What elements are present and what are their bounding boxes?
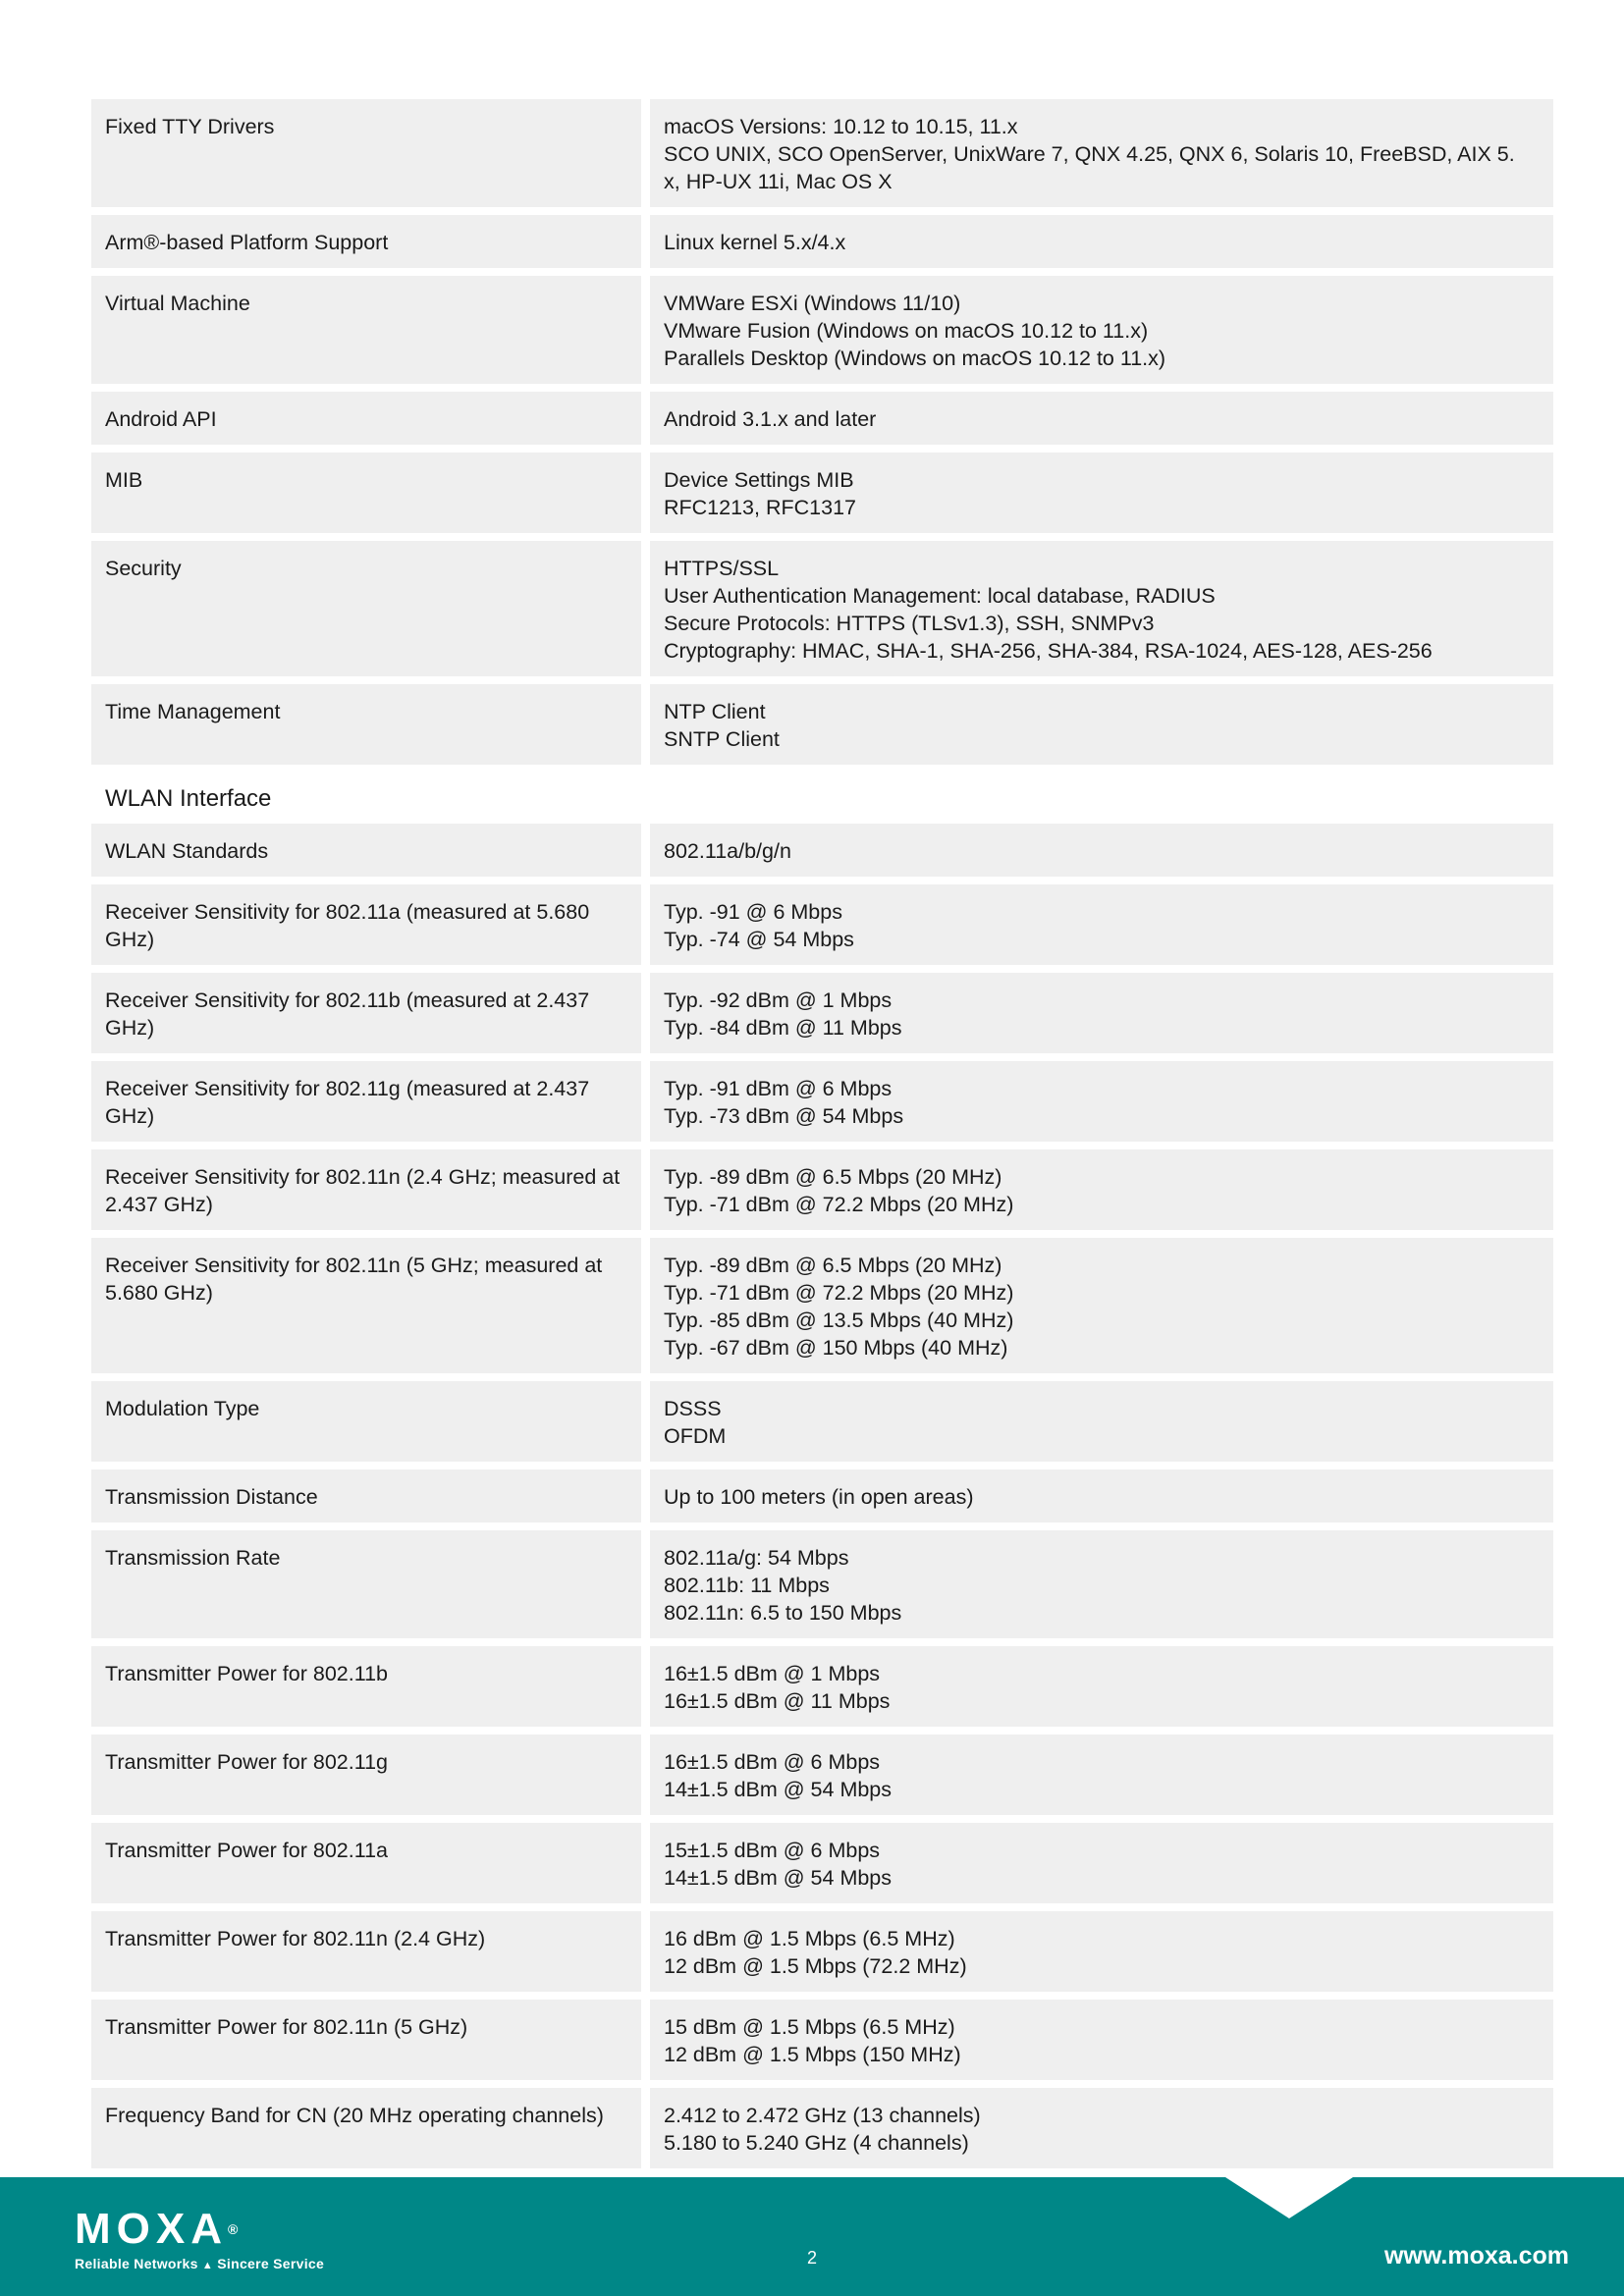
spec-row (91, 1238, 1553, 1373)
spec-value-line: 14±1.5 dBm @ 54 Mbps (664, 1778, 893, 1801)
spec-value (650, 215, 1553, 268)
spec-value (650, 276, 1553, 384)
spec-label: MIB (91, 453, 641, 533)
spec-value-line: Typ. -74 @ 54 Mbps (664, 928, 854, 951)
spec-label: Transmitter Power for 802.11b (91, 1646, 641, 1727)
spec-value (650, 2000, 1553, 2080)
spec-row (91, 973, 1553, 1053)
spec-value-line: Typ. -73 dBm @ 54 Mbps (664, 1104, 904, 1128)
spec-label: Time Management (91, 684, 641, 765)
spec-row (91, 2088, 1553, 2168)
spec-value (650, 99, 1553, 207)
spec-label: Frequency Band for CN (20 MHz operating channels) (91, 2088, 641, 2168)
spec-label: Transmission Distance (91, 1469, 641, 1522)
logo-registered-mark: ® (228, 2221, 239, 2237)
spec-value-line: 5.180 to 5.240 GHz (4 channels) (664, 2131, 969, 2155)
spec-value-line: Typ. -71 dBm @ 72.2 Mbps (20 MHz) (664, 1281, 1014, 1305)
tagline-left: Reliable Networks (75, 2256, 198, 2271)
spec-value-line: VMware Fusion (Windows on macOS 10.12 to 11.x) (664, 319, 1149, 343)
spec-row (91, 1530, 1553, 1638)
spec-row (91, 1061, 1553, 1142)
spec-label: Arm®-based Platform Support (91, 215, 641, 268)
spec-value (650, 1646, 1553, 1727)
spec-value-line: Parallels Desktop (Windows on macOS 10.12 to 11.x) (664, 347, 1166, 370)
spec-value-line: 15 dBm @ 1.5 Mbps (6.5 MHz) (664, 2015, 955, 2039)
spec-value-line: 12 dBm @ 1.5 Mbps (150 MHz) (664, 2043, 961, 2066)
spec-value-line: Cryptography: HMAC, SHA-1, SHA-256, SHA-384, RSA-1024, AES-128, AES-256 (664, 639, 1433, 663)
spec-row (91, 1911, 1553, 1992)
tagline-right: Sincere Service (217, 2256, 325, 2271)
spec-value (650, 884, 1553, 965)
spec-label: Receiver Sensitivity for 802.11n (2.4 GHz; measured at 2.437 GHz) (91, 1149, 641, 1230)
spec-label: Transmitter Power for 802.11n (5 GHz) (91, 2000, 641, 2080)
spec-row (91, 1149, 1553, 1230)
spec-value-line: Android 3.1.x and later (664, 407, 877, 431)
spec-value (650, 1911, 1553, 1992)
spec-value-line: macOS Versions: 10.12 to 10.15, 11.x (664, 115, 1018, 138)
spec-value-line: 16±1.5 dBm @ 11 Mbps (664, 1689, 891, 1713)
spec-value-line: Typ. -71 dBm @ 72.2 Mbps (20 MHz) (664, 1193, 1014, 1216)
page-number: 2 (806, 2248, 817, 2268)
spec-value-line: Typ. -84 dBm @ 11 Mbps (664, 1016, 902, 1040)
page-footer (0, 2177, 1624, 2296)
footer-notch (1225, 2177, 1353, 2218)
spec-value (650, 684, 1553, 765)
spec-label: Transmitter Power for 802.11g (91, 1735, 641, 1815)
spec-value-line: Typ. -91 @ 6 Mbps (664, 900, 842, 924)
spec-label: Modulation Type (91, 1381, 641, 1462)
spec-label: Receiver Sensitivity for 802.11b (measured at 2.437 GHz) (91, 973, 641, 1053)
spec-value-line: OFDM (664, 1424, 727, 1448)
spec-value (650, 1823, 1553, 1903)
spec-value (650, 392, 1553, 445)
spec-row (91, 453, 1553, 533)
spec-row (91, 392, 1553, 445)
spec-content (91, 99, 1553, 2176)
spec-label: Fixed TTY Drivers (91, 99, 641, 207)
spec-table-wlan (91, 824, 1553, 2168)
spec-row (91, 1469, 1553, 1522)
spec-value-line: 12 dBm @ 1.5 Mbps (72.2 MHz) (664, 1954, 967, 1978)
spec-row (91, 99, 1553, 207)
spec-value (650, 1530, 1553, 1638)
spec-row (91, 1381, 1553, 1462)
spec-value-line: Typ. -67 dBm @ 150 Mbps (40 MHz) (664, 1336, 1008, 1360)
spec-value-line: Up to 100 meters (in open areas) (664, 1485, 974, 1509)
spec-value-line: SNTP Client (664, 727, 780, 751)
spec-value-line: Device Settings MIB (664, 468, 854, 492)
spec-row (91, 1823, 1553, 1903)
spec-value-line: Linux kernel 5.x/4.x (664, 231, 846, 254)
spec-value-line: 802.11n: 6.5 to 150 Mbps (664, 1601, 902, 1625)
spec-value-line: 16±1.5 dBm @ 6 Mbps (664, 1750, 881, 1774)
spec-value-line: Typ. -92 dBm @ 1 Mbps (664, 988, 893, 1012)
spec-row (91, 2000, 1553, 2080)
spec-value-line: RFC1213, RFC1317 (664, 496, 856, 519)
spec-value (650, 1381, 1553, 1462)
spec-value-line: 14±1.5 dBm @ 54 Mbps (664, 1866, 893, 1890)
spec-value-line: Typ. -85 dBm @ 13.5 Mbps (40 MHz) (664, 1308, 1014, 1332)
spec-value (650, 453, 1553, 533)
spec-value-line: DSSS (664, 1397, 722, 1420)
spec-row (91, 684, 1553, 765)
spec-row (91, 1735, 1553, 1815)
spec-value (650, 2088, 1553, 2168)
spec-value-line: 16±1.5 dBm @ 1 Mbps (664, 1662, 881, 1685)
spec-row (91, 1646, 1553, 1727)
spec-row (91, 824, 1553, 877)
spec-label: Receiver Sensitivity for 802.11a (measured at 5.680 GHz) (91, 884, 641, 965)
spec-row (91, 276, 1553, 384)
spec-value-line: x, HP-UX 11i, Mac OS X (664, 170, 893, 193)
spec-value-line: User Authentication Management: local database, RADIUS (664, 584, 1216, 608)
spec-label: Transmitter Power for 802.11a (91, 1823, 641, 1903)
spec-value-line: VMWare ESXi (Windows 11/10) (664, 292, 961, 315)
spec-value-line: 2.412 to 2.472 GHz (13 channels) (664, 2104, 981, 2127)
spec-value-line: 802.11b: 11 Mbps (664, 1574, 830, 1597)
spec-label: WLAN Standards (91, 824, 641, 877)
spec-value (650, 1149, 1553, 1230)
spec-row (91, 215, 1553, 268)
spec-value (650, 1735, 1553, 1815)
spec-label: Receiver Sensitivity for 802.11g (measured at 2.437 GHz) (91, 1061, 641, 1142)
spec-value (650, 1061, 1553, 1142)
spec-row (91, 884, 1553, 965)
spec-label: Security (91, 541, 641, 676)
spec-value (650, 1238, 1553, 1373)
spec-value-line: 802.11a/g: 54 Mbps (664, 1546, 849, 1570)
spec-row (91, 541, 1553, 676)
spec-value-line: Typ. -91 dBm @ 6 Mbps (664, 1077, 893, 1100)
spec-value (650, 824, 1553, 877)
spec-value (650, 1469, 1553, 1522)
spec-value-line: Secure Protocols: HTTPS (TLSv1.3), SSH, SNMPv3 (664, 612, 1155, 635)
spec-value-line: 16 dBm @ 1.5 Mbps (6.5 MHz) (664, 1927, 955, 1950)
tagline-separator-icon: ▲ (201, 2260, 214, 2271)
spec-table-general (91, 99, 1553, 765)
spec-value-line: 15±1.5 dBm @ 6 Mbps (664, 1839, 881, 1862)
spec-label: Transmission Rate (91, 1530, 641, 1638)
spec-label: Receiver Sensitivity for 802.11n (5 GHz; measured at 5.680 GHz) (91, 1238, 641, 1373)
website-link[interactable]: www.moxa.com (1383, 2242, 1569, 2269)
logo-text: MOXA (75, 2205, 228, 2253)
spec-value-line: SCO UNIX, SCO OpenServer, UnixWare 7, QNX 4.25, QNX 6, Solaris 10, FreeBSD, AIX 5. (664, 142, 1515, 166)
spec-value-line: Typ. -89 dBm @ 6.5 Mbps (20 MHz) (664, 1165, 1002, 1189)
section-title-wlan: WLAN Interface (105, 785, 272, 812)
spec-label: Transmitter Power for 802.11n (2.4 GHz) (91, 1911, 641, 1992)
spec-label: Android API (91, 392, 641, 445)
spec-label: Virtual Machine (91, 276, 641, 384)
spec-value-line: NTP Client (664, 700, 766, 723)
spec-value-line: 802.11a/b/g/n (664, 839, 791, 863)
spec-value-line: HTTPS/SSL (664, 557, 780, 580)
spec-value (650, 973, 1553, 1053)
spec-value (650, 541, 1553, 676)
spec-value-line: Typ. -89 dBm @ 6.5 Mbps (20 MHz) (664, 1254, 1002, 1277)
